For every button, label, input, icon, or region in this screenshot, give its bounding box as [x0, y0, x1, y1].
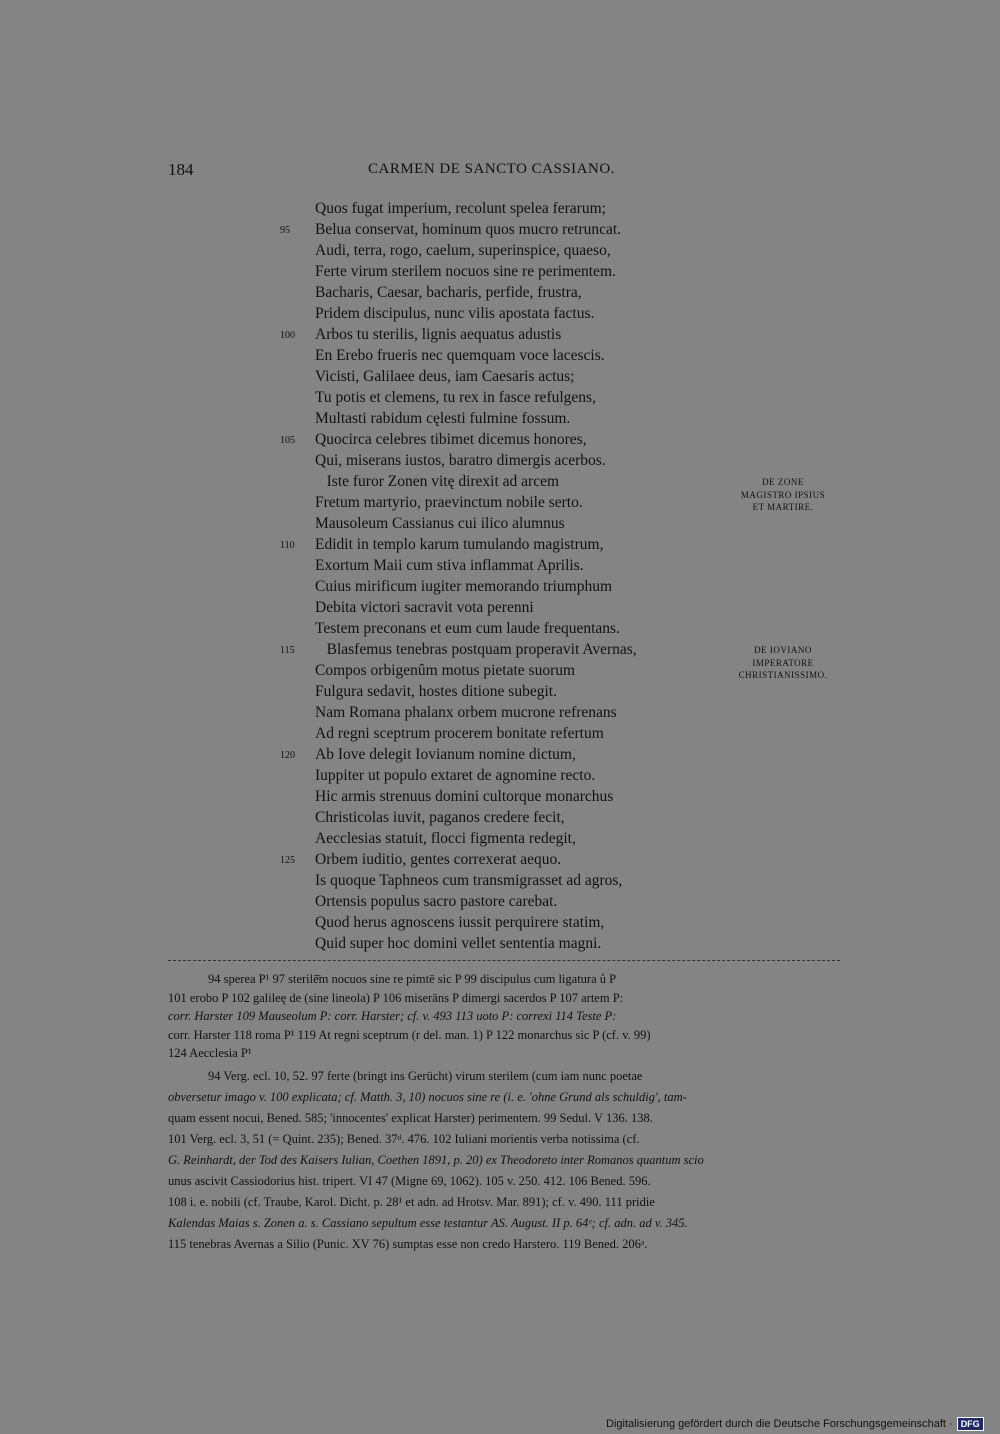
verse-text: Vicisti, Galilaee deus, iam Caesaris actus; [315, 368, 575, 385]
verse-line [280, 702, 740, 723]
verse-text: Multasti rabidum cęlesti fulmine fossum. [315, 410, 571, 427]
verse-line [280, 933, 740, 954]
verse-line [280, 198, 740, 219]
dfg-logo-icon: DFG [957, 1417, 984, 1431]
verse-text: Blasfemus tenebras postquam properavit Avernas, [315, 641, 637, 658]
source-line: Kalendas Maias s. Zonen a. s. Cassiano sepultum esse testantur AS. August. II p. 64ᵉ; cf. adn. ad v. 345. [168, 1216, 688, 1230]
marginal-line: DE ZONE [762, 477, 804, 487]
apparatus-line: 124 Aecclesia P¹ [168, 1046, 252, 1060]
marginal-note-iovianus [718, 644, 848, 682]
verse-line [280, 429, 740, 450]
verse-text: Orbem iuditio, gentes correxerat aequo. [315, 851, 562, 868]
verse-text: Christicolas iuvit, paganos credere fecit, [315, 809, 565, 826]
verse-line [280, 555, 740, 576]
source-line: 108 i. e. nobili (cf. Traube, Karol. Dicht. p. 28¹ et adn. ad Hrotsv. Mar. 891); cf. v. 490. 111 pridie [168, 1195, 655, 1209]
footnote-divider [168, 960, 840, 961]
verse-text: Fretum martyrio, praevinctum nobile serto. [315, 494, 583, 511]
verse-text: Exortum Maii cum stiva inflammat Aprilis. [315, 557, 584, 574]
source-notes [168, 1066, 840, 1255]
verse-number: 110 [280, 540, 295, 551]
verse-line [280, 807, 740, 828]
apparatus-line: 94 sperea P¹ 97 sterilē̄m nocuos sine re pimtē sic P 99 discipulus cum ligatura ů P [208, 972, 617, 986]
verse-text: Arbos tu sterilis, lignis aequatus adustis [315, 326, 562, 343]
verse-text: Qui, miserans iustos, baratro dimergis acerbos. [315, 452, 606, 469]
verse-line [280, 576, 740, 597]
verse-line [280, 534, 740, 555]
verse-text: Mausoleum Cassianus cui ilico alumnus [315, 515, 565, 532]
verse-line [280, 261, 740, 282]
verse-number: 125 [280, 855, 295, 866]
verse-line [280, 366, 740, 387]
verse-line [280, 303, 740, 324]
source-line: quam essent nocui, Bened. 585; 'innocentes' explicat Harster) perimentem. 99 Sedul. V 136. 138. [168, 1111, 653, 1125]
verse-text: Ortensis populus sacro pastore carebat. [315, 893, 558, 910]
verse-line [280, 723, 740, 744]
verse-line [280, 387, 740, 408]
verse-line [280, 786, 740, 807]
verse-line [280, 618, 740, 639]
verse-text: Quos fugat imperium, recolunt spelea ferarum; [315, 200, 606, 217]
verse-line [280, 492, 740, 513]
verse-line [280, 324, 740, 345]
verse-text: Testem preconans et eum cum laude frequentans. [315, 620, 620, 637]
verse-text: Bacharis, Caesar, bacharis, perfide, frustra, [315, 284, 582, 301]
verse-text: Is quoque Taphneos cum transmigrasset ad agros, [315, 872, 623, 889]
source-line: G. Reinhardt, der Tod des Kaisers Iulian, Coethen 1891, p. 20) ex Theodoreto inter Romanos quantum scio [168, 1153, 704, 1167]
verse-text: Quocirca celebres tibimet dicemus honores, [315, 431, 587, 448]
apparatus-line: corr. Harster 118 roma P¹ 119 At regni sceptrum (r del. man. 1) P 122 monarchus sic P (cf. v. 99) [168, 1027, 651, 1042]
apparatus-line: corr. Harster 109 Mauseolum P: corr. Harster; cf. v. 493 113 uoto P: correxi 114 Teste P: [168, 1009, 617, 1023]
verse-line [280, 660, 740, 681]
verse-line [280, 891, 740, 912]
verse-text: Nam Romana phalanx orbem mucrone refrenans [315, 704, 617, 721]
verse-number: 120 [280, 750, 295, 761]
footer-attribution [606, 1417, 984, 1431]
verse-line [280, 597, 740, 618]
verse-text: Aecclesias statuit, flocci figmenta redegit, [315, 830, 576, 847]
verse-line [280, 849, 740, 870]
verse-text: Quid super hoc domini vellet sententia magni. [315, 935, 602, 952]
verse-line [280, 744, 740, 765]
verse-text: Cuius mirificum iugiter memorando triumphum [315, 578, 613, 595]
verse-text: Tu potis et clemens, tu rex in fasce refulgens, [315, 389, 596, 406]
source-line: 101 Verg. ecl. 3, 51 (= Quint. 235); Bened. 37ᵈ. 476. 102 Iuliani morientis verba notissima (cf. [168, 1132, 640, 1146]
marginal-line: ET MARTIRE. [752, 502, 814, 512]
poem-text [280, 198, 740, 954]
page-number: 184 [168, 160, 194, 179]
verse-line [280, 828, 740, 849]
verse-text: Ferte virum sterilem nocuos sine re perimentem. [315, 263, 616, 280]
verse-text: Ad regni sceptrum procerem bonitate refertum [315, 725, 604, 742]
verse-line [280, 471, 740, 492]
verse-line [280, 912, 740, 933]
verse-number: 100 [280, 330, 295, 341]
verse-line [280, 639, 740, 660]
verse-line [280, 240, 740, 261]
marginal-note-zone [718, 476, 848, 514]
verse-number: 115 [280, 645, 295, 656]
verse-line [280, 219, 740, 240]
verse-line [280, 450, 740, 471]
page-header [168, 160, 708, 184]
verse-line [280, 282, 740, 303]
source-line: obversetur imago v. 100 explicata; cf. Matth. 3, 10) nocuos sine re (i. e. 'ohne Grund als schuldig', tam- [168, 1090, 687, 1104]
marginal-line: DE IOVIANO [754, 645, 812, 655]
marginal-line: CHRISTIANISSIMO. [738, 670, 828, 680]
verse-text: Compos orbigenûm motus pietate suorum [315, 662, 576, 679]
source-line: 94 Verg. ecl. 10, 52. 97 ferte (bringt ins Gerücht) virum sterilem (cum iam nunc poetae [208, 1069, 643, 1083]
verse-line [280, 345, 740, 366]
verse-text: Ab Iove delegit Iovianum nomine dictum, [315, 746, 576, 763]
verse-number: 105 [280, 435, 295, 446]
verse-text: Audi, terra, rogo, caelum, superinspice, quaeso, [315, 242, 611, 259]
source-line: unus ascivit Cassiodorius hist. tripert. VI 47 (Migne 69, 1062). 105 v. 250. 412. 106 Bened. 596. [168, 1174, 651, 1188]
verse-text: Iuppiter ut populo extaret de agnomine recto. [315, 767, 596, 784]
verse-line [280, 870, 740, 891]
apparatus-line: 101 erobo P 102 galileę de (sine lineola) P 106 miserāns P dimergi sacerdos P 107 artem P: [168, 990, 624, 1005]
verse-text: Belua conservat, hominum quos mucro retruncat. [315, 221, 622, 238]
verse-text: Iste furor Zonen vitę direxit ad arcem [315, 473, 560, 490]
verse-text: Debita victori sacravit vota perenni [315, 599, 534, 616]
footer-text: Digitalisierung gefördert durch die Deutsche Forschungsgemeinschaft · [606, 1418, 953, 1430]
verse-text: Quod herus agnoscens iussit perquirere statim, [315, 914, 605, 931]
verse-text: Edidit in templo karum tumulando magistrum, [315, 536, 604, 553]
verse-line [280, 513, 740, 534]
marginal-line: IMPERATORE [752, 657, 814, 668]
verse-text: Pridem discipulus, nunc vilis apostata factus. [315, 305, 595, 322]
critical-apparatus [168, 970, 840, 1063]
verse-text: Fulgura sedavit, hostes ditione subegit. [315, 683, 557, 700]
verse-line [280, 765, 740, 786]
verse-number: 95 [280, 225, 290, 236]
running-title: CARMEN DE SANCTO CASSIANO. [368, 161, 615, 177]
verse-text: Hic armis strenuus domini cultorque monarchus [315, 788, 614, 805]
verse-line [280, 408, 740, 429]
marginal-line: MAGISTRO IPSIUS [740, 489, 826, 500]
verse-line [280, 681, 740, 702]
source-line: 115 tenebras Avernas a Silio (Punic. XV 76) sumptas esse non credo Harstero. 119 Bened. 206ᵃ. [168, 1237, 648, 1251]
verse-text: En Erebo frueris nec quemquam voce lacescis. [315, 347, 605, 364]
